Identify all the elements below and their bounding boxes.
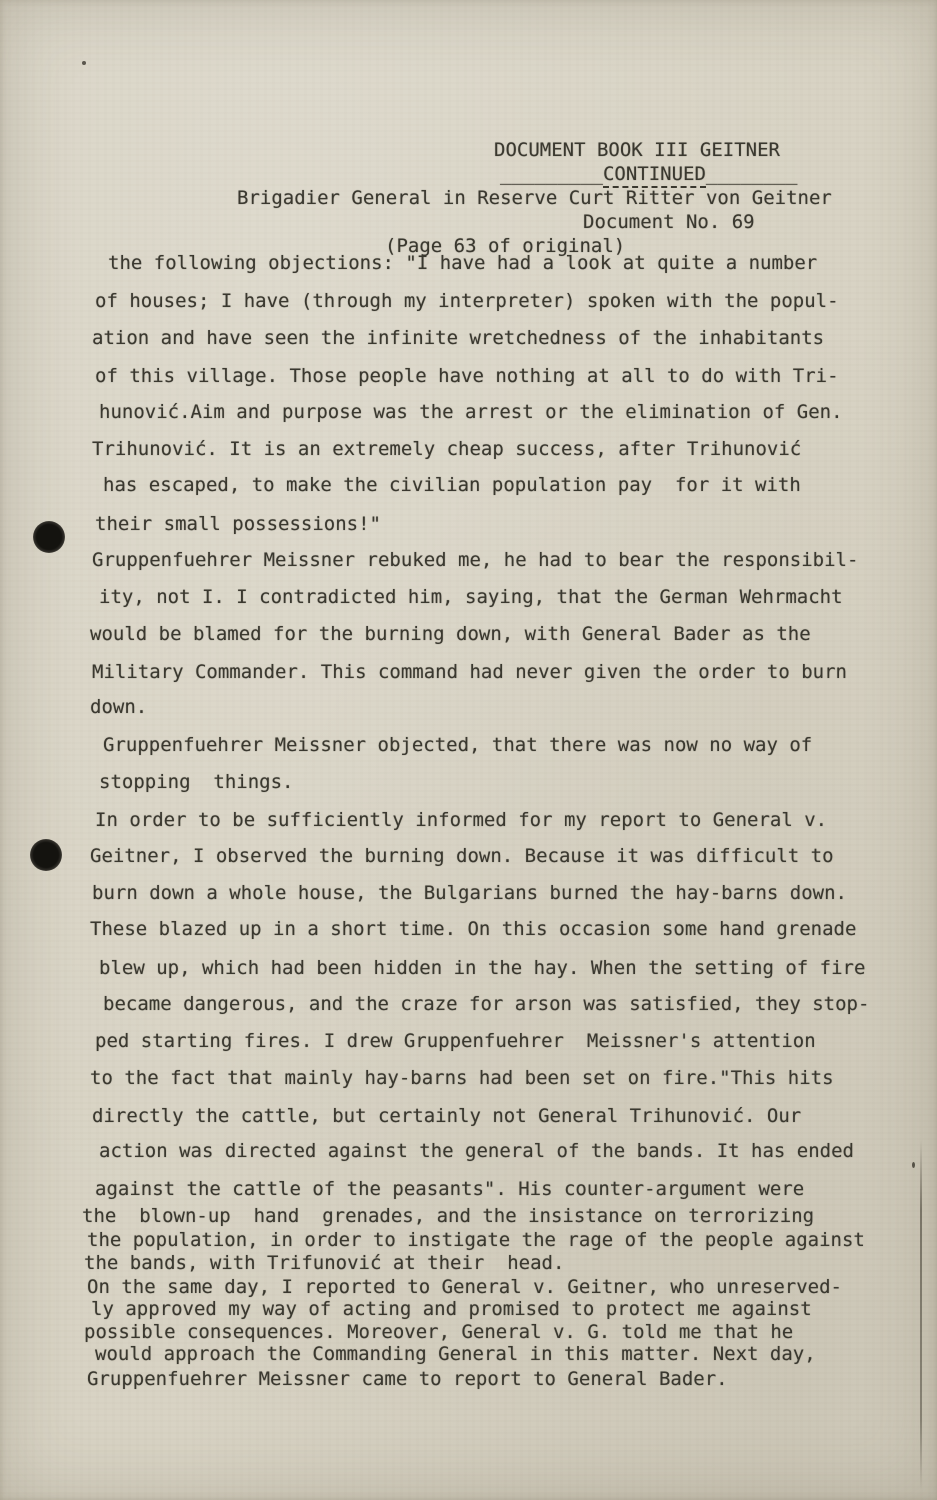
text-line: of houses; I have (through my interpreter) spoken with the popul- [95, 290, 839, 312]
text-line: the population, in order to instigate the rage of the people against [87, 1229, 865, 1251]
text-line: ly approved my way of acting and promised to protect me against [91, 1298, 812, 1320]
scan-edge-artifact [920, 1140, 922, 1490]
author-line: Brigadier General in Reserve Curt Ritter von Geitner [237, 187, 832, 209]
text-line: the blown-up hand grenades, and the insistance on terrorizing [82, 1205, 815, 1227]
page-reference: (Page 63 of original) [385, 235, 626, 257]
text-line: In order to be sufficiently informed for my report to General v. [95, 809, 828, 831]
text-line: Geitner, I observed the burning down. Because it was difficult to [90, 845, 834, 867]
paper-speck [912, 1162, 915, 1168]
text-line: became dangerous, and the craze for arson was satisfied, they stop- [103, 993, 870, 1015]
text-line: Military Commander. This command had never given the order to burn [92, 661, 847, 683]
document-header [0, 138, 937, 258]
text-line: directly the cattle, but certainly not General Trihunović. Our [92, 1105, 802, 1127]
text-line: the following objections: "I have had a look at quite a number [108, 252, 818, 274]
continued-line [500, 162, 937, 186]
document-number: Document No. 69 [583, 211, 755, 233]
text-line: would be blamed for the burning down, with General Bader as the [90, 623, 811, 645]
text-line: has escaped, to make the civilian population pay for it with [103, 474, 801, 496]
text-line: down. [90, 696, 148, 718]
text-line: These blazed up in a short time. On this occasion some hand grenade [90, 918, 857, 940]
text-line: would approach the Commanding General in this matter. Next day, [95, 1343, 816, 1365]
text-line: hunović.Aim and purpose was the arrest or the elimination of Gen. [99, 401, 843, 423]
text-line: action was directed against the general of the bands. It has ended [99, 1140, 854, 1162]
body-text [90, 246, 900, 1208]
text-line: On the same day, I reported to General v. Geitner, who unreserved- [87, 1276, 842, 1298]
text-line: ped starting fires. I drew Gruppenfuehrer Meissner's attention [95, 1030, 816, 1052]
text-line: blew up, which had been hidden in the hay. When the setting of fire [99, 957, 866, 979]
continued-label: CONTINUED [603, 163, 706, 188]
text-line: the bands, with Trifunović at their head. [84, 1252, 565, 1274]
text-line: Gruppenfuehrer Meissner objected, that there was now no way of [103, 734, 813, 756]
text-line: Gruppenfuehrer Meissner came to report to General Bader. [87, 1368, 728, 1390]
document-book-title: DOCUMENT BOOK III GEITNER [494, 139, 780, 161]
text-line: possible consequences. Moreover, General v. G. told me that he [84, 1321, 794, 1343]
text-line: against the cattle of the peasants". His counter-argument were [95, 1178, 805, 1200]
footer-text [82, 1206, 912, 1390]
text-line: burn down a whole house, the Bulgarians burned the hay-barns down. [92, 882, 847, 904]
dash-left: _________ [500, 163, 603, 185]
hole-punch-top [33, 521, 65, 553]
dash-right: ________ [705, 163, 798, 185]
hole-punch-bottom [30, 839, 62, 871]
text-line: Trihunović. It is an extremely cheap success, after Trihunović [92, 438, 802, 460]
paper-speck [82, 61, 86, 65]
text-line: of this village. Those people have nothing at all to do with Tri- [95, 365, 839, 387]
text-line: to the fact that mainly hay-barns had been set on fire."This hits [90, 1067, 834, 1089]
text-line: ation and have seen the infinite wretchedness of the inhabitants [92, 327, 825, 349]
text-line: Gruppenfuehrer Meissner rebuked me, he had to bear the responsibil- [92, 549, 859, 571]
text-line: stopping things. [99, 771, 294, 793]
text-line: their small possessions!" [95, 513, 381, 535]
text-line: ity, not I. I contradicted him, saying, that the German Wehrmacht [99, 586, 843, 608]
